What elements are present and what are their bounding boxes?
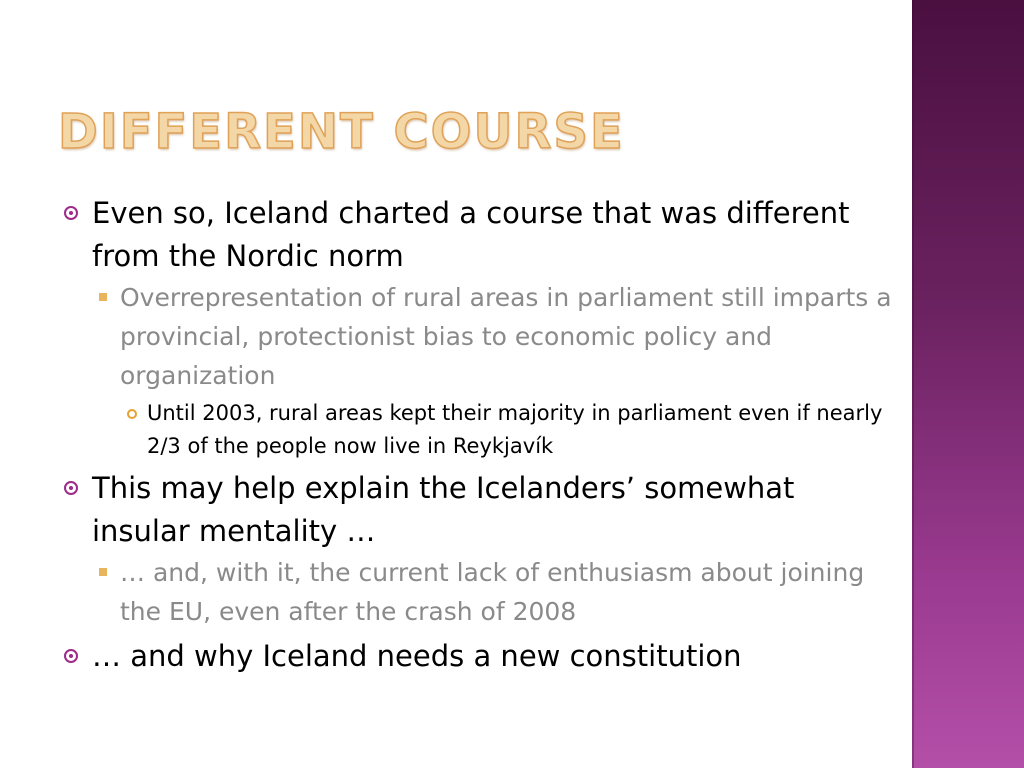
circle-bullet-icon bbox=[64, 649, 78, 663]
decorative-side-panel bbox=[912, 0, 1024, 768]
sub-bullet-text: … and, with it, the current lack of enthusiasm about joining the EU, even after the crash of 2008 bbox=[120, 558, 865, 626]
side-panel-edge bbox=[912, 0, 914, 768]
bullet-item bbox=[62, 635, 892, 678]
square-bullet-icon bbox=[99, 568, 107, 576]
sub-bullet-item bbox=[62, 278, 892, 395]
sub-sub-bullet-text: Until 2003, rural areas kept their majority in parliament even if nearly 2/3 of the people now live in Reykjavík bbox=[147, 401, 883, 458]
circle-bullet-icon bbox=[64, 481, 78, 495]
bullet-item bbox=[62, 192, 892, 278]
ring-bullet-icon bbox=[127, 409, 137, 419]
sub-sub-bullet-item bbox=[62, 397, 892, 463]
bullet-text: Even so, Iceland charted a course that was different from the Nordic norm bbox=[92, 196, 850, 273]
bullet-text: … and why Iceland needs a new constitution bbox=[92, 639, 742, 673]
bullet-item bbox=[62, 467, 892, 553]
bullet-text: This may help explain the Icelanders’ somewhat insular mentality … bbox=[92, 471, 795, 548]
slide-title: DIFFERENT COURSE bbox=[58, 104, 625, 160]
slide-body bbox=[62, 188, 892, 678]
sub-bullet-text: Overrepresentation of rural areas in parliament still imparts a provincial, protectionist bias to economic policy and organization bbox=[120, 283, 892, 390]
sub-bullet-item bbox=[62, 553, 892, 631]
square-bullet-icon bbox=[99, 293, 107, 301]
circle-bullet-icon bbox=[64, 206, 78, 220]
